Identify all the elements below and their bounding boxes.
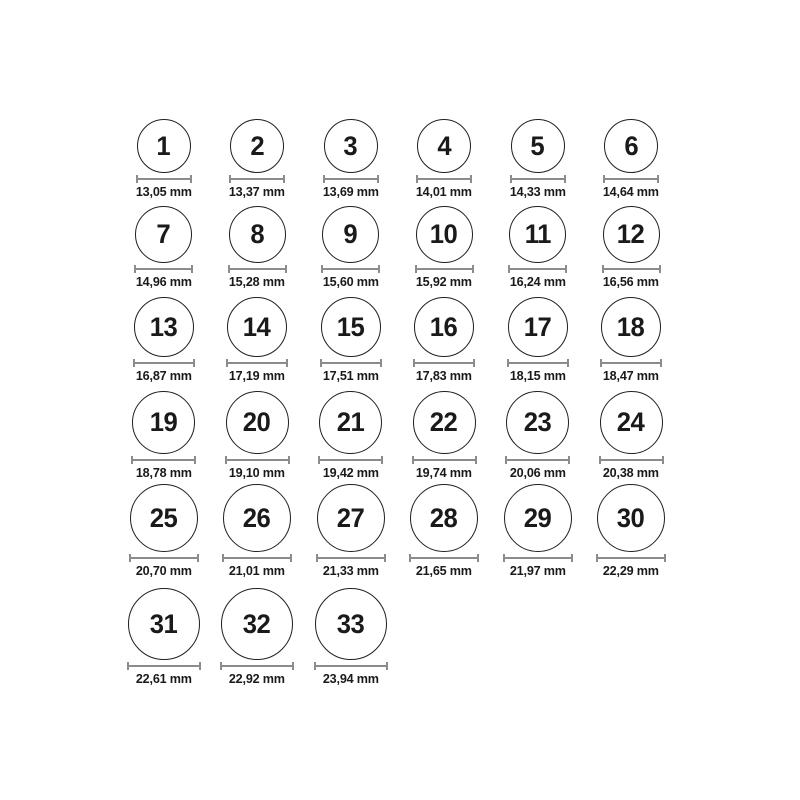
measure-bar <box>323 178 379 180</box>
ring-number: 17 <box>523 311 552 342</box>
ring-circle <box>506 391 569 454</box>
diameter-measure-line <box>226 359 288 367</box>
measure-tick-right <box>384 554 386 562</box>
measure-bar <box>226 362 288 364</box>
measure-tick-right <box>475 456 477 464</box>
diameter-measure-line <box>320 359 382 367</box>
measure-tick-right <box>288 456 290 464</box>
ring-size-item <box>584 484 678 578</box>
diameter-measure-line <box>409 554 479 562</box>
ring-size-item <box>117 206 211 289</box>
measure-tick-left <box>318 456 320 464</box>
ring-size-item <box>210 588 304 686</box>
diameter-measure-line <box>321 265 380 273</box>
ring-circle <box>511 119 565 173</box>
ring-circle <box>324 119 378 173</box>
ring-size-item <box>397 119 491 199</box>
ring-circle <box>413 391 476 454</box>
measure-tick-left <box>133 359 135 367</box>
measure-tick-left <box>127 662 129 670</box>
ring-circle <box>604 119 658 173</box>
diameter-measure-line <box>133 359 195 367</box>
ring-diameter-label: 20,38 mm <box>603 465 659 480</box>
ring-circle <box>416 206 473 263</box>
ring-diameter-label: 23,94 mm <box>322 671 379 686</box>
ring-circle <box>227 297 287 357</box>
ring-size-item <box>491 484 585 578</box>
measure-tick-right <box>190 175 192 183</box>
measure-tick-right <box>286 359 288 367</box>
measure-tick-left <box>602 265 604 273</box>
measure-tick-left <box>600 359 602 367</box>
ring-diameter-label: 22,29 mm <box>603 563 659 578</box>
ring-size-item <box>584 297 678 383</box>
measure-tick-left <box>510 175 512 183</box>
measure-tick-right <box>378 265 380 273</box>
measure-tick-left <box>228 265 230 273</box>
ring-circle <box>597 484 665 552</box>
ring-diameter-label: 17,19 mm <box>229 368 285 383</box>
ring-number: 31 <box>149 608 178 639</box>
ring-diameter-label: 19,74 mm <box>416 465 472 480</box>
measure-tick-left <box>412 456 414 464</box>
ring-size-item <box>397 206 491 289</box>
ring-number: 9 <box>343 219 358 249</box>
measure-tick-left <box>603 175 605 183</box>
diameter-measure-line <box>314 662 388 670</box>
ring-circle <box>128 588 200 660</box>
ring-diameter-label: 18,47 mm <box>603 368 659 383</box>
measure-bar <box>129 557 199 559</box>
measure-tick-right <box>381 456 383 464</box>
ring-number: 13 <box>149 311 178 342</box>
ring-diameter-label: 14,33 mm <box>509 184 566 199</box>
ring-size-item <box>304 484 398 578</box>
ring-number: 15 <box>336 311 365 342</box>
diameter-measure-line <box>603 175 659 183</box>
diameter-measure-line <box>599 456 664 464</box>
ring-number: 18 <box>617 311 645 342</box>
ring-diameter-label: 16,56 mm <box>603 274 659 289</box>
ring-diameter-label: 22,61 mm <box>135 671 192 686</box>
diameter-measure-line <box>229 175 285 183</box>
ring-diameter-label: 14,96 mm <box>135 274 192 289</box>
measure-tick-left <box>505 456 507 464</box>
ring-circle <box>601 297 661 357</box>
diameter-measure-line <box>220 662 294 670</box>
ring-size-item <box>117 297 211 383</box>
measure-tick-right <box>664 554 666 562</box>
ring-circle <box>504 484 572 552</box>
ring-number: 5 <box>530 130 545 161</box>
measure-bar <box>220 665 294 667</box>
ring-circle <box>130 484 198 552</box>
ring-size-item <box>491 391 585 480</box>
diameter-measure-line <box>129 554 199 562</box>
measure-tick-right <box>285 265 287 273</box>
measure-tick-left <box>323 175 325 183</box>
measure-tick-left <box>320 359 322 367</box>
ring-number: 8 <box>250 219 264 249</box>
measure-bar <box>314 665 388 667</box>
measure-tick-right <box>567 359 569 367</box>
ring-size-item <box>584 119 678 199</box>
measure-tick-right <box>472 265 474 273</box>
diameter-measure-line <box>134 265 193 273</box>
measure-tick-right <box>292 662 294 670</box>
measure-bar <box>510 178 566 180</box>
measure-bar <box>136 178 192 180</box>
measure-bar <box>507 362 569 364</box>
measure-tick-right <box>657 175 659 183</box>
ring-number: 23 <box>523 407 552 437</box>
ring-diameter-label: 22,92 mm <box>229 671 285 686</box>
measure-bar <box>599 459 664 461</box>
measure-tick-right <box>470 175 472 183</box>
measure-bar <box>222 557 292 559</box>
ring-size-item <box>304 588 398 686</box>
measure-tick-right <box>380 359 382 367</box>
ring-number: 28 <box>430 502 458 533</box>
ring-size-item <box>117 484 211 578</box>
measure-tick-left <box>321 265 323 273</box>
diameter-measure-line <box>412 456 477 464</box>
diameter-measure-line <box>413 359 475 367</box>
ring-number: 24 <box>617 407 645 437</box>
ring-diameter-label: 17,51 mm <box>322 368 379 383</box>
measure-bar <box>416 178 472 180</box>
ring-circle <box>315 588 387 660</box>
measure-tick-left <box>316 554 318 562</box>
diameter-measure-line <box>510 175 566 183</box>
measure-bar <box>503 557 573 559</box>
ring-circle <box>317 484 385 552</box>
measure-tick-right <box>660 359 662 367</box>
measure-tick-left <box>220 662 222 670</box>
diameter-measure-line <box>222 554 292 562</box>
measure-tick-right <box>477 554 479 562</box>
diameter-measure-line <box>131 456 196 464</box>
measure-bar <box>508 268 567 270</box>
measure-bar <box>413 362 475 364</box>
diameter-measure-line <box>316 554 386 562</box>
ring-size-item <box>584 206 678 289</box>
measure-tick-right <box>571 554 573 562</box>
ring-size-item <box>491 119 585 199</box>
ring-number: 20 <box>243 407 271 437</box>
measure-bar <box>600 362 662 364</box>
measure-tick-left <box>413 359 415 367</box>
measure-bar <box>131 459 196 461</box>
ring-circle <box>508 297 568 357</box>
ring-number: 25 <box>149 502 178 533</box>
ring-diameter-label: 14,64 mm <box>603 184 659 199</box>
measure-tick-left <box>503 554 505 562</box>
ring-diameter-label: 15,92 mm <box>416 274 472 289</box>
ring-number: 22 <box>430 407 458 437</box>
ring-size-item <box>304 206 398 289</box>
ring-size-item <box>491 206 585 289</box>
measure-tick-left <box>229 175 231 183</box>
diameter-measure-line <box>318 456 383 464</box>
ring-diameter-label: 18,15 mm <box>509 368 566 383</box>
ring-circle <box>509 206 566 263</box>
ring-circle <box>417 119 471 173</box>
ring-circle <box>137 119 191 173</box>
diameter-measure-line <box>136 175 192 183</box>
ring-number: 27 <box>336 502 365 533</box>
measure-bar <box>320 362 382 364</box>
ring-circle <box>135 206 192 263</box>
measure-tick-left <box>129 554 131 562</box>
ring-diameter-label: 13,69 mm <box>322 184 379 199</box>
measure-bar <box>225 459 290 461</box>
ring-size-item <box>304 391 398 480</box>
ring-diameter-label: 13,05 mm <box>135 184 192 199</box>
ring-size-item <box>210 297 304 383</box>
measure-tick-right <box>290 554 292 562</box>
ring-size-item <box>304 297 398 383</box>
measure-tick-right <box>377 175 379 183</box>
diameter-measure-line <box>503 554 573 562</box>
measure-tick-left <box>507 359 509 367</box>
ring-circle <box>226 391 289 454</box>
ring-number: 1 <box>156 130 171 161</box>
diameter-measure-line <box>127 662 201 670</box>
diameter-measure-line <box>416 175 472 183</box>
measure-tick-right <box>564 175 566 183</box>
ring-size-item <box>210 119 304 199</box>
measure-tick-right <box>568 456 570 464</box>
ring-circle <box>132 391 195 454</box>
measure-tick-right <box>191 265 193 273</box>
measure-bar <box>229 178 285 180</box>
ring-circle <box>223 484 291 552</box>
ring-circle <box>322 206 379 263</box>
measure-tick-left <box>136 175 138 183</box>
ring-size-item <box>117 588 211 686</box>
measure-tick-right <box>283 175 285 183</box>
measure-tick-left <box>409 554 411 562</box>
measure-bar <box>602 268 661 270</box>
ring-circle <box>321 297 381 357</box>
ring-size-item <box>491 297 585 383</box>
ring-diameter-label: 16,87 mm <box>135 368 192 383</box>
diameter-measure-line <box>225 456 290 464</box>
diameter-measure-line <box>228 265 287 273</box>
ring-diameter-label: 15,28 mm <box>229 274 285 289</box>
ring-diameter-label: 21,97 mm <box>509 563 566 578</box>
ring-diameter-label: 21,65 mm <box>416 563 472 578</box>
measure-tick-left <box>508 265 510 273</box>
ring-number: 6 <box>624 130 638 161</box>
diameter-measure-line <box>415 265 474 273</box>
measure-bar <box>318 459 383 461</box>
ring-circle <box>230 119 284 173</box>
ring-size-item <box>397 391 491 480</box>
ring-number: 29 <box>523 502 552 533</box>
measure-tick-right <box>194 456 196 464</box>
measure-bar <box>316 557 386 559</box>
ring-circle <box>410 484 478 552</box>
ring-diameter-label: 21,01 mm <box>229 563 285 578</box>
diameter-measure-line <box>600 359 662 367</box>
measure-tick-right <box>659 265 661 273</box>
measure-tick-left <box>226 359 228 367</box>
ring-diameter-label: 14,01 mm <box>416 184 472 199</box>
measure-tick-left <box>314 662 316 670</box>
ring-number: 12 <box>617 219 645 249</box>
diameter-measure-line <box>596 554 666 562</box>
ring-number: 3 <box>343 130 358 161</box>
measure-tick-right <box>386 662 388 670</box>
measure-tick-left <box>415 265 417 273</box>
ring-number: 11 <box>524 219 551 249</box>
ring-circle <box>229 206 286 263</box>
measure-bar <box>321 268 380 270</box>
ring-size-item <box>210 484 304 578</box>
ring-size-item <box>117 391 211 480</box>
ring-number: 10 <box>430 219 458 249</box>
ring-circle <box>319 391 382 454</box>
measure-tick-left <box>599 456 601 464</box>
ring-number: 30 <box>617 502 645 533</box>
measure-tick-right <box>662 456 664 464</box>
ring-size-item <box>584 391 678 480</box>
measure-bar <box>228 268 287 270</box>
ring-number: 2 <box>250 130 264 161</box>
measure-tick-left <box>134 265 136 273</box>
ring-size-item <box>397 297 491 383</box>
measure-tick-right <box>565 265 567 273</box>
ring-number: 21 <box>336 407 365 437</box>
ring-diameter-label: 13,37 mm <box>229 184 285 199</box>
ring-number: 7 <box>156 219 171 249</box>
measure-bar <box>134 268 193 270</box>
measure-tick-left <box>222 554 224 562</box>
ring-size-item <box>304 119 398 199</box>
ring-size-item <box>117 119 211 199</box>
ring-number: 26 <box>243 502 271 533</box>
ring-size-item <box>397 484 491 578</box>
diameter-measure-line <box>505 456 570 464</box>
diameter-measure-line <box>602 265 661 273</box>
measure-tick-right <box>193 359 195 367</box>
measure-tick-left <box>596 554 598 562</box>
ring-size-item <box>210 206 304 289</box>
ring-number: 33 <box>336 608 365 639</box>
ring-circle <box>134 297 194 357</box>
ring-circle <box>414 297 474 357</box>
measure-bar <box>596 557 666 559</box>
measure-tick-left <box>131 456 133 464</box>
measure-bar <box>412 459 477 461</box>
ring-circle <box>603 206 660 263</box>
ring-diameter-label: 19,42 mm <box>322 465 379 480</box>
ring-number: 4 <box>437 130 451 161</box>
ring-diameter-label: 16,24 mm <box>509 274 566 289</box>
ring-circle <box>221 588 293 660</box>
ring-diameter-label: 20,06 mm <box>509 465 566 480</box>
measure-tick-left <box>416 175 418 183</box>
ring-circle <box>600 391 663 454</box>
ring-number: 19 <box>149 407 178 437</box>
ring-number: 16 <box>430 311 458 342</box>
ring-number: 14 <box>243 311 271 342</box>
ring-diameter-label: 19,10 mm <box>229 465 285 480</box>
measure-tick-right <box>199 662 201 670</box>
measure-tick-left <box>225 456 227 464</box>
measure-tick-right <box>473 359 475 367</box>
ring-size-item <box>210 391 304 480</box>
ring-diameter-label: 17,83 mm <box>416 368 472 383</box>
measure-tick-right <box>197 554 199 562</box>
ring-diameter-label: 18,78 mm <box>135 465 192 480</box>
measure-bar <box>603 178 659 180</box>
diameter-measure-line <box>508 265 567 273</box>
measure-bar <box>505 459 570 461</box>
ring-diameter-label: 20,70 mm <box>135 563 192 578</box>
diameter-measure-line <box>323 175 379 183</box>
ring-number: 32 <box>243 608 271 639</box>
measure-bar <box>409 557 479 559</box>
measure-bar <box>127 665 201 667</box>
ring-diameter-label: 21,33 mm <box>322 563 379 578</box>
ring-diameter-label: 15,60 mm <box>322 274 379 289</box>
measure-bar <box>415 268 474 270</box>
diameter-measure-line <box>507 359 569 367</box>
measure-bar <box>133 362 195 364</box>
